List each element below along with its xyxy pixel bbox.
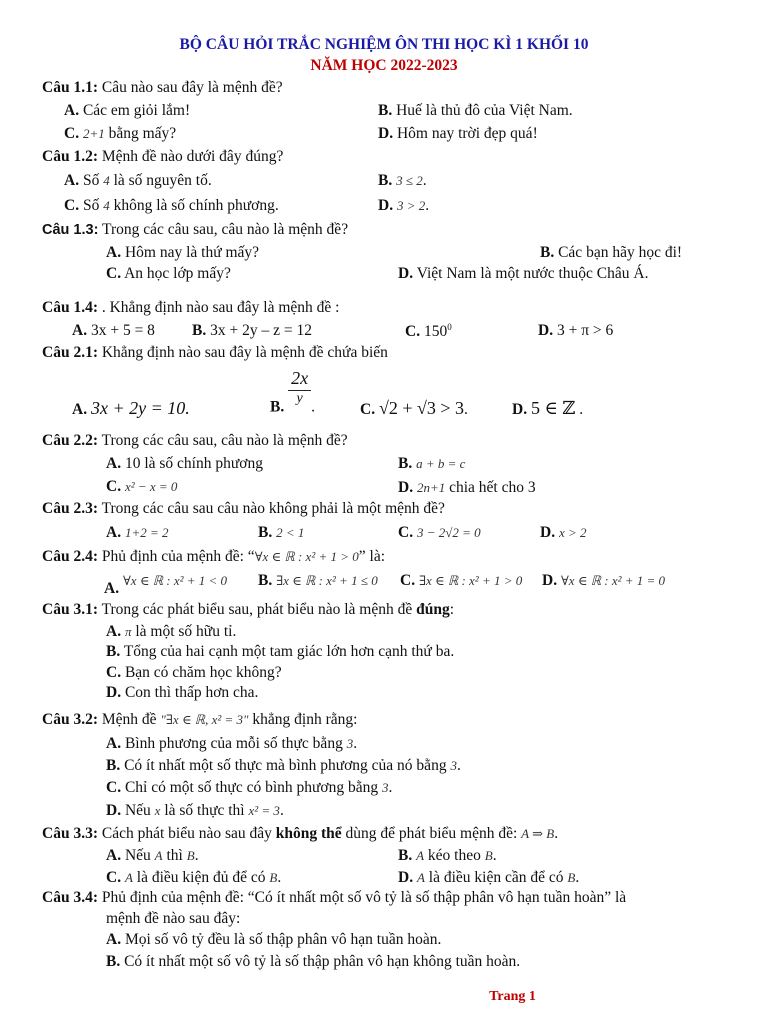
- option-c: C. √2 + √3 > 3.: [360, 398, 468, 418]
- question-1-3: [42, 221, 348, 240]
- option-a: A. ∀x ∈ ℝ : x² + 1 < 0: [104, 573, 228, 597]
- option-b: B. A kéo theo B.: [398, 847, 497, 864]
- option-a: A. 10 là số chính phương: [106, 455, 263, 472]
- question-label: Câu 2.4:: [42, 548, 98, 565]
- option-a: A. π là một số hữu tỉ.: [106, 623, 237, 640]
- option-d: D. 2n+1 chia hết cho 3: [398, 479, 536, 496]
- question-label: Câu 3.3:: [42, 825, 98, 842]
- question-2-4: Câu 2.4: Phủ định của mệnh đề: “∀x ∈ ℝ : x² + 1 > 0” là:: [42, 548, 386, 565]
- option-c: C. 2+1 bằng mấy?: [64, 125, 177, 142]
- question-text: . Khẳng định nào sau đây là mệnh đề :: [101, 299, 340, 316]
- option-d: D. ∀x ∈ ℝ : x² + 1 = 0: [542, 572, 666, 589]
- option-b: B. $\frac{2x}{y}$ .: [270, 368, 315, 416]
- option-a: A. Hôm nay là thứ mấy?: [106, 244, 260, 261]
- question-1-4: [42, 299, 339, 318]
- question-text: Mệnh đề nào dưới đây đúng?: [101, 148, 284, 165]
- question-text-continued: mệnh đề nào sau đây:: [106, 910, 241, 927]
- option-d: D. A là điều kiện cần để có B.: [398, 869, 580, 886]
- option-b: B. Các bạn hãy học đi!: [540, 244, 683, 261]
- question-label: Câu 2.3:: [42, 500, 98, 517]
- question-label: Câu 1.4:: [42, 299, 98, 316]
- page-number: Trang 1: [489, 989, 536, 1004]
- option-d: D. 5 ∈ ℤ .: [512, 398, 584, 418]
- option-b: B. ∃x ∈ ℝ : x² + 1 ≤ 0: [258, 572, 378, 589]
- option-b: B. 3 ≤ 2.: [378, 172, 427, 189]
- option-d: D. 3 > 2.: [378, 197, 430, 214]
- option-b: B. 3x + 2y – z = 12: [192, 322, 312, 339]
- question-text: Khẳng định nào sau đây là mệnh đề chứa biến: [101, 344, 388, 361]
- question-label: Câu 3.2:: [42, 711, 98, 728]
- option-a: A. Số 4 là số nguyên tố.: [64, 172, 212, 189]
- question-label: Câu 2.1:: [42, 344, 98, 361]
- school-year: NĂM HỌC 2022-2023: [310, 57, 458, 74]
- option-d: D. Việt Nam là một nước thuộc Châu Á.: [398, 265, 649, 282]
- question-text: Trong các câu sau, câu nào là mệnh đề?: [101, 432, 348, 449]
- option-b: B. Có ít nhất một số vô tỷ là số thập phân vô hạn không tuần hoàn.: [106, 953, 521, 970]
- option-b: B. a + b = c: [398, 455, 466, 472]
- option-d: D. Nếu x là số thực thì x² = 3.: [106, 802, 284, 819]
- option-a: A. Mọi số vô tỷ đều là số thập phân vô hạn tuần hoàn.: [106, 931, 442, 948]
- option-b: B. Huế là thủ đô của Việt Nam.: [378, 102, 573, 119]
- question-label: Câu 2.2:: [42, 432, 98, 449]
- option-c: C. $150^0$: [405, 322, 452, 341]
- option-c: C. A là điều kiện đủ để có B.: [106, 869, 282, 886]
- question-label: Câu 1.2:: [42, 148, 98, 165]
- option-d: D. x > 2: [540, 524, 587, 541]
- question-2-2: [42, 432, 348, 451]
- option-c: C. Chỉ có một số thực có bình phương bằng 3.: [106, 779, 393, 796]
- option-a: A. Bình phương của mỗi số thực bằng 3.: [106, 735, 358, 752]
- question-label: Câu 3.1:: [42, 601, 98, 618]
- question-3-1: Câu 3.1: Trong các phát biểu sau, phát biểu nào là mệnh đề đúng:: [42, 601, 455, 618]
- question-2-1: [42, 344, 388, 363]
- option-c: C. 3 − 2√2 = 0: [398, 524, 481, 541]
- question-label: Câu 3.4:: [42, 889, 98, 906]
- option-c: C. x² − x = 0: [106, 478, 178, 495]
- option-b: B. Tổng của hai cạnh một tam giác lớn hơn cạnh thứ ba.: [106, 643, 455, 660]
- question-label: Câu 1.3:: [42, 222, 99, 238]
- question-1-1: [42, 79, 283, 98]
- question-3-2: Câu 3.2: Mệnh đề "∃x ∈ ℝ, x² = 3" khẳng định rằng:: [42, 711, 358, 728]
- question-3-4: Câu 3.4: Phủ định của mệnh đề: “Có ít nhất một số vô tỷ là số thập phân vô hạn tuần hoàn” là: [42, 889, 627, 906]
- option-c: C. Số 4 không là số chính phương.: [64, 197, 279, 214]
- option-a: A. Nếu A thì B.: [106, 847, 199, 864]
- option-d: D. 3 + π > 6: [538, 322, 614, 339]
- option-a: A. 3x + 5 = 8: [72, 322, 155, 339]
- question-label: Câu 1.1:: [42, 79, 98, 96]
- fraction: $\frac{2x}{y}$: [288, 368, 311, 407]
- option-d: D. Con thì thấp hơn cha.: [106, 684, 259, 701]
- question-text: Câu nào sau đây là mệnh đề?: [101, 79, 283, 96]
- option-c: C. An học lớp mấy?: [106, 265, 231, 282]
- option-c: C. Bạn có chăm học không?: [106, 664, 282, 681]
- option-b: B. Có ít nhất một số thực mà bình phương của nó bằng 3.: [106, 757, 461, 774]
- question-text: Trong các câu sau câu nào không phải là một mệnh đề?: [101, 500, 445, 517]
- question-text: Trong các câu sau, câu nào là mệnh đề?: [102, 221, 349, 238]
- option-b: B. 2 < 1: [258, 524, 305, 541]
- option-c: C. ∃x ∈ ℝ : x² + 1 > 0: [400, 572, 523, 589]
- option-a: A. Các em giỏi lắm!: [64, 102, 191, 119]
- option-a: A. 3x + 2y = 10.: [72, 398, 190, 418]
- document-title: BỘ CÂU HỎI TRẮC NGHIỆM ÔN THI HỌC KÌ 1 KHỐI 10: [179, 36, 589, 53]
- question-1-2: [42, 148, 283, 167]
- option-d: D. Hôm nay trời đẹp quá!: [378, 125, 538, 142]
- option-a: A. 1+2 = 2: [106, 524, 169, 541]
- question-3-3: Câu 3.3: Cách phát biểu nào sau đây không thể dùng để phát biểu mệnh đề: A ⇒ B.: [42, 825, 559, 842]
- question-2-3: [42, 500, 445, 519]
